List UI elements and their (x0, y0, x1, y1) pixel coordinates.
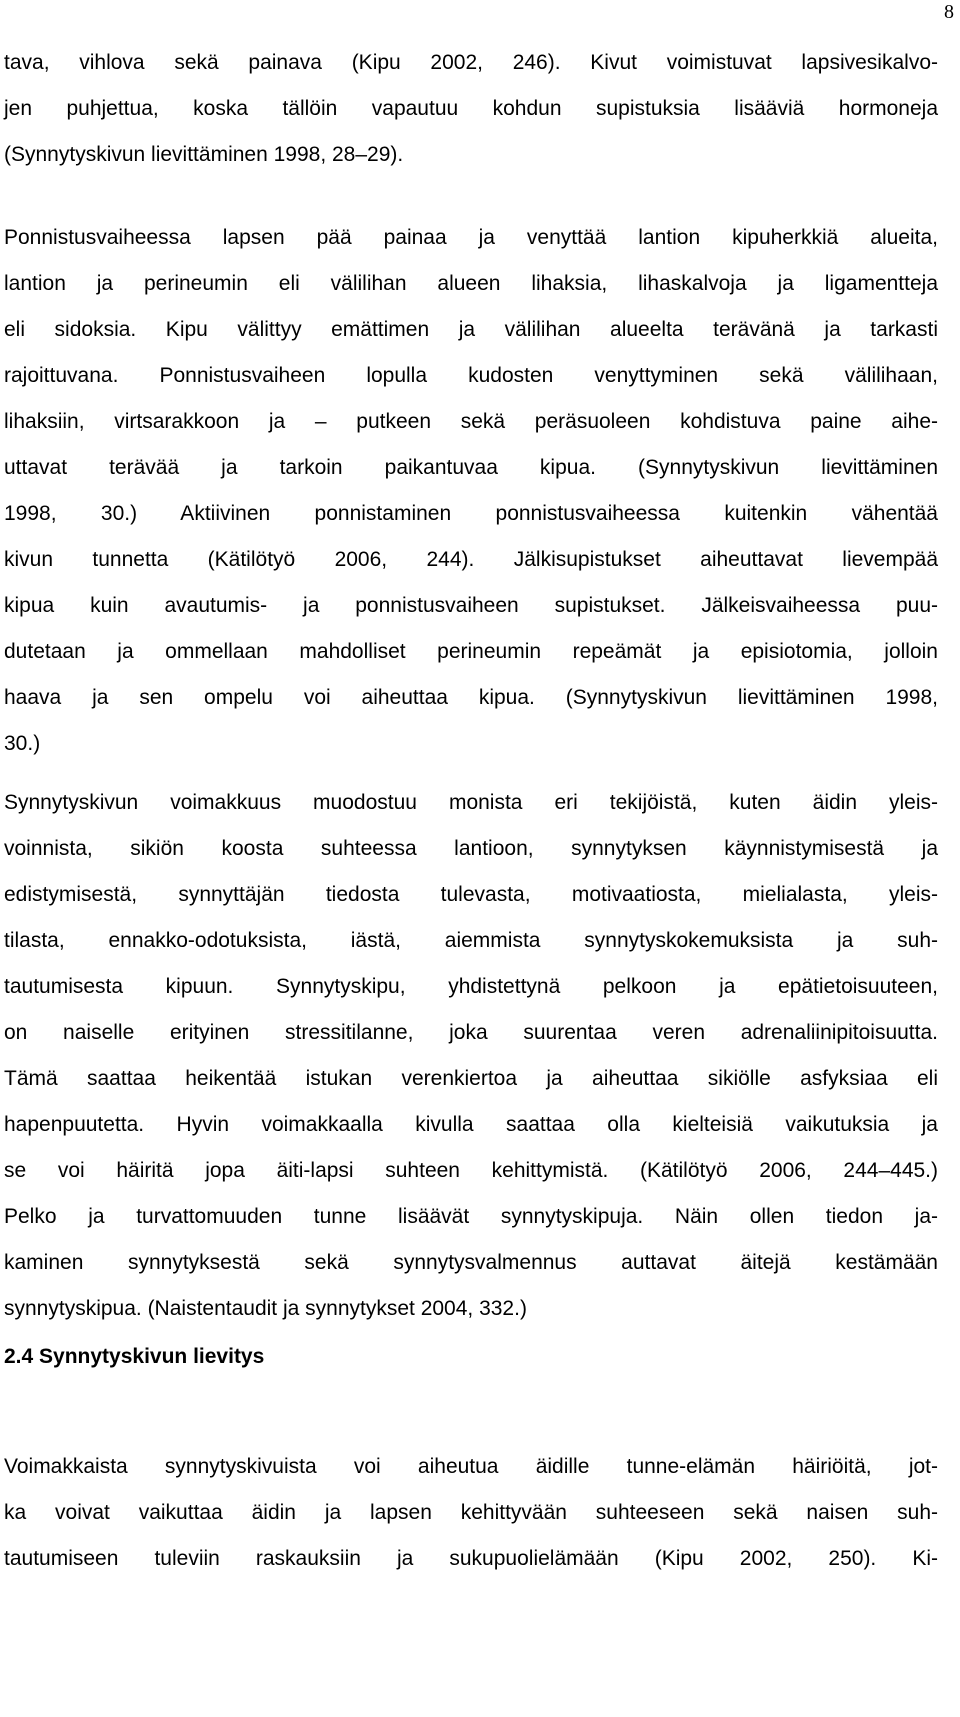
text-line: dutetaan ja ommellaan mahdolliset perineumin repeämät ja episiotomia, jolloin (4, 640, 938, 663)
section-heading: 2.4 Synnytyskivun lievitys (4, 1345, 265, 1368)
text-line: hapenpuutetta. Hyvin voimakkaalla kivulla saattaa olla kielteisiä vaikutuksia ja (4, 1113, 938, 1136)
text-line: Tämä saattaa heikentää istukan verenkiertoa ja aiheuttaa sikiölle asfyksiaa eli (4, 1067, 938, 1090)
text-line: jen puhjettua, koska tällöin vapautuu kohdun supistuksia lisääviä hormoneja (4, 97, 938, 120)
text-line: edistymisestä, synnyttäjän tiedosta tulevasta, motivaatiosta, mielialasta, yleis- (4, 883, 938, 906)
text-line: haava ja sen ompelu voi aiheuttaa kipua. (Synnytyskivun lievittäminen 1998, (4, 686, 938, 709)
paragraph-4 (4, 1444, 938, 1582)
text-line: kivun tunnetta (Kätilötyö 2006, 244). Jälkisupistukset aiheuttavat lievempää (4, 548, 938, 571)
text-line: tautumiseen tuleviin raskauksiin ja sukupuolielämään (Kipu 2002, 250). Ki- (4, 1547, 938, 1570)
text-line: on naiselle erityinen stressitilanne, joka suurentaa veren adrenaliinipitoisuutta. (4, 1021, 938, 1044)
text-line: kipua kuin avautumis- ja ponnistusvaiheen supistukset. Jälkeisvaiheessa puu- (4, 594, 938, 617)
text-line: tautumisesta kipuun. Synnytyskipu, yhdistettynä pelkoon ja epätietoisuuteen, (4, 975, 938, 998)
text-line: kaminen synnytyksestä sekä synnytysvalmennus auttavat äitejä kestämään (4, 1251, 938, 1274)
paragraph-1 (4, 40, 938, 178)
page-number: 8 (944, 1, 954, 23)
text-line: se voi häiritä jopa äiti-lapsi suhteen kehittymistä. (Kätilötyö 2006, 244–445.) (4, 1159, 938, 1182)
text-line: synnytyskipua. (Naistentaudit ja synnytykset 2004, 332.) (4, 1297, 527, 1320)
text-line: tava, vihlova sekä painava (Kipu 2002, 246). Kivut voimistuvat lapsivesikalvo- (4, 51, 938, 74)
text-line: lantion ja perineumin eli välilihan alueen lihaksia, lihaskalvoja ja ligamentteja (4, 272, 938, 295)
paragraph-3 (4, 780, 938, 1332)
paragraph-2 (4, 215, 938, 767)
text-line: voinnista, sikiön koosta suhteessa lantioon, synnytyksen käynnistymisestä ja (4, 837, 938, 860)
text-line: Voimakkaista synnytyskivuista voi aiheutua äidille tunne-elämän häiriöitä, jot- (4, 1455, 938, 1478)
text-line: tilasta, ennakko-odotuksista, iästä, aiemmista synnytyskokemuksista ja suh- (4, 929, 938, 952)
text-line: (Synnytyskivun lievittäminen 1998, 28–29). (4, 143, 404, 166)
text-line: uttavat terävää ja tarkoin paikantuvaa kipua. (Synnytyskivun lievittäminen (4, 456, 938, 479)
text-line: 30.) (4, 732, 41, 755)
text-line: lihaksiin, virtsarakkoon ja – putkeen sekä peräsuoleen kohdistuva paine aihe- (4, 410, 938, 433)
text-line: 1998, 30.) Aktiivinen ponnistaminen ponnistusvaiheessa kuitenkin vähentää (4, 502, 938, 525)
text-line: ka voivat vaikuttaa äidin ja lapsen kehittyvään suhteeseen sekä naisen suh- (4, 1501, 938, 1524)
text-line: Synnytyskivun voimakkuus muodostuu monista eri tekijöistä, kuten äidin yleis- (4, 791, 938, 814)
text-line: rajoittuvana. Ponnistusvaiheen lopulla kudosten venyttyminen sekä välilihaan, (4, 364, 938, 387)
text-line: Ponnistusvaiheessa lapsen pää painaa ja venyttää lantion kipuherkkiä alueita, (4, 226, 938, 249)
text-line: eli sidoksia. Kipu välittyy emättimen ja välilihan alueelta terävänä ja tarkasti (4, 318, 938, 341)
text-line: Pelko ja turvattomuuden tunne lisäävät synnytyskipuja. Näin ollen tiedon ja- (4, 1205, 938, 1228)
